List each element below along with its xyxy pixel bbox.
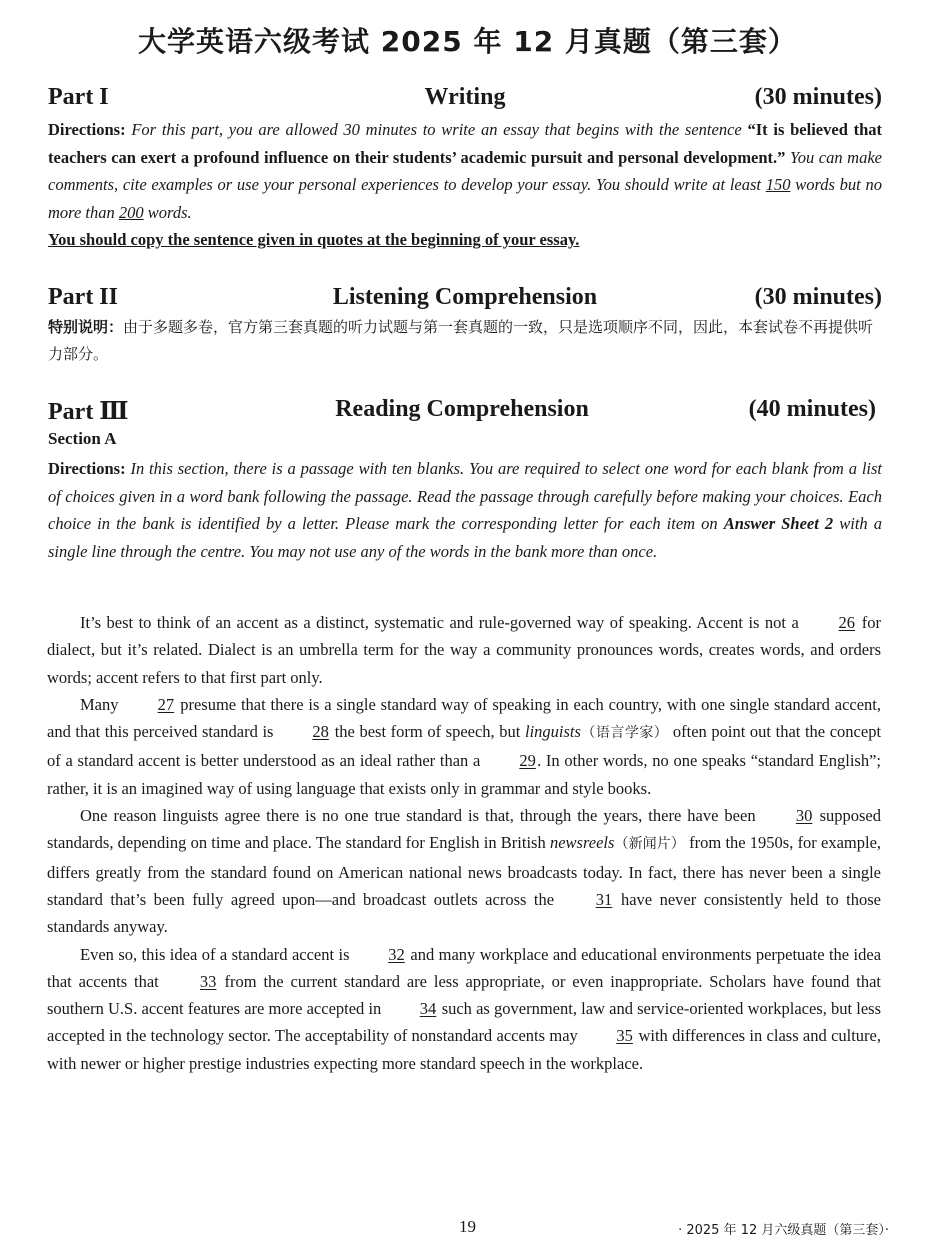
gloss-linguists: （语言学家） [580, 725, 669, 742]
page-title: 大学英语六级考试 2025 年 12 月真题（第三套） [138, 25, 797, 58]
part1-header [48, 84, 882, 116]
part3-directions [48, 455, 882, 565]
part1-directions-text-1: For this part, you are allowed 30 minutes to write an essay that begins with the sentence [131, 120, 742, 139]
term-newsreels: newsreels [549, 833, 615, 853]
part3-name: Reading Comprehension [335, 396, 589, 422]
part3-header [48, 396, 876, 428]
part1-min-words: 150 [765, 175, 791, 194]
section-a-heading: Section A [48, 429, 117, 448]
blank-35: 35 [616, 1026, 633, 1046]
gloss-newsreels: （新闻片） [614, 836, 685, 853]
part2-number: Part II [48, 284, 118, 310]
blank-33: 33 [199, 971, 217, 991]
page-footer: · 2025 年 12 月六级真题（第三套）· [678, 1223, 889, 1238]
term-linguists: linguists [524, 722, 581, 742]
part3-directions-label: Directions: [48, 459, 126, 478]
reading-passage [47, 609, 881, 1077]
part3-time: (40 minutes) [748, 396, 876, 422]
blank-31: 31 [595, 889, 613, 909]
blank-30: 30 [795, 806, 813, 826]
part1-directions-text-4: words. [147, 202, 192, 222]
part3-answer-sheet: Answer Sheet 2 [723, 514, 834, 533]
part2-note-label: 特别说明： [48, 318, 124, 336]
blank-29: 29 [519, 751, 536, 771]
blank-34: 34 [419, 999, 437, 1019]
part2-header [48, 284, 882, 316]
passage-paragraph-1: It’s best to think of an accent as a distinct, systematic and rule-governed way of speaking. Accent is not a 26 for dialect, but it’s related. Dialect is an umbrella term for the way a community pronounces words, creates words, and orders words; accent refers to that first part only. [47, 609, 881, 691]
part1-name: Writing [424, 84, 506, 110]
part3-number: Part Ⅲ [48, 399, 129, 425]
part1-directions-text-3: words but no more than [48, 175, 883, 222]
part1-essay-prompt: “It is believed that teachers can exert a profound influence on their students’ academic pursuit and personal development.” [48, 120, 883, 167]
part1-max-words: 200 [118, 202, 144, 222]
part1-directions-text-2: You can make comments, cite examples or use your personal experiences to develop your essay. You should write at least [48, 147, 882, 194]
blank-27: 27 [157, 694, 175, 714]
part2-time: (30 minutes) [754, 284, 882, 310]
part3-directions-text-2: with a single line through the centre. You may not use any of the words in the bank more than once. [48, 514, 883, 561]
part1-copy-note: You should copy the sentence given in quotes at the beginning of your essay. [48, 230, 580, 249]
part2-note [48, 314, 882, 368]
page-number: 19 [459, 1217, 476, 1236]
part1-directions-label: Directions: [48, 120, 126, 139]
passage-paragraph-4: Even so, this idea of a standard accent is 32 and many workplace and educational environments perpetuate the idea that accents that 33 from the current standard are less appropriate, or even inappropriate. Scholars have found that southern U.S. accent features are more accepted in 34 such as government, law and service-oriented workplaces, but less accepted in the technology sector. The acceptability of nonstandard accents may 35 with differences in class and culture, with newer or higher prestige industries expecting more standard speech in the workplace. [47, 941, 881, 1077]
part1-number: Part I [48, 84, 109, 110]
part2-name: Listening Comprehension [332, 284, 598, 310]
blank-32: 32 [388, 944, 405, 964]
part1-directions [48, 116, 882, 254]
part2-note-text: 由于多题多卷，官方第三套真题的听力试题与第一套真题的一致，只是选项顺序不同，因此，本套试卷不再提供听力部分。 [48, 318, 874, 363]
passage-paragraph-2: Many 27 presume that there is a single standard way of speaking in each country, with one single standard accent, and that this perceived standard is 28 the best form of speech, but linguists（语言学家） often point out that the concept of a standard accent is better understood as an ideal rather than a 29. In other words, no one speaks “standard English”; rather, it is an imagined way of using language that exists only in grammar and style books. [47, 691, 881, 802]
part1-time: (30 minutes) [754, 84, 882, 110]
passage-paragraph-3: One reason linguists agree there is no one true standard is that, through the years, there have been 30 supposed standards, depending on time and place. The standard for English in British newsreels（新闻片） from the 1950s, for example, differs greatly from the standard found on American national news broadcasts today. In fact, there has never been a single standard that’s been fully agreed upon—and broadcast outlets across the 31 have never consistently held to those standards anyway. [47, 802, 881, 940]
blank-28: 28 [312, 722, 329, 742]
blank-26: 26 [838, 613, 856, 632]
part3-directions-text-1: In this section, there is a passage with ten blanks. You are required to select one word for each blank from a list of choices given in a word bank following the passage. Read the passage through carefully before making your choices. Each choice in the bank is identified by a letter. Please mark the corresponding letter for each item on [48, 459, 882, 533]
